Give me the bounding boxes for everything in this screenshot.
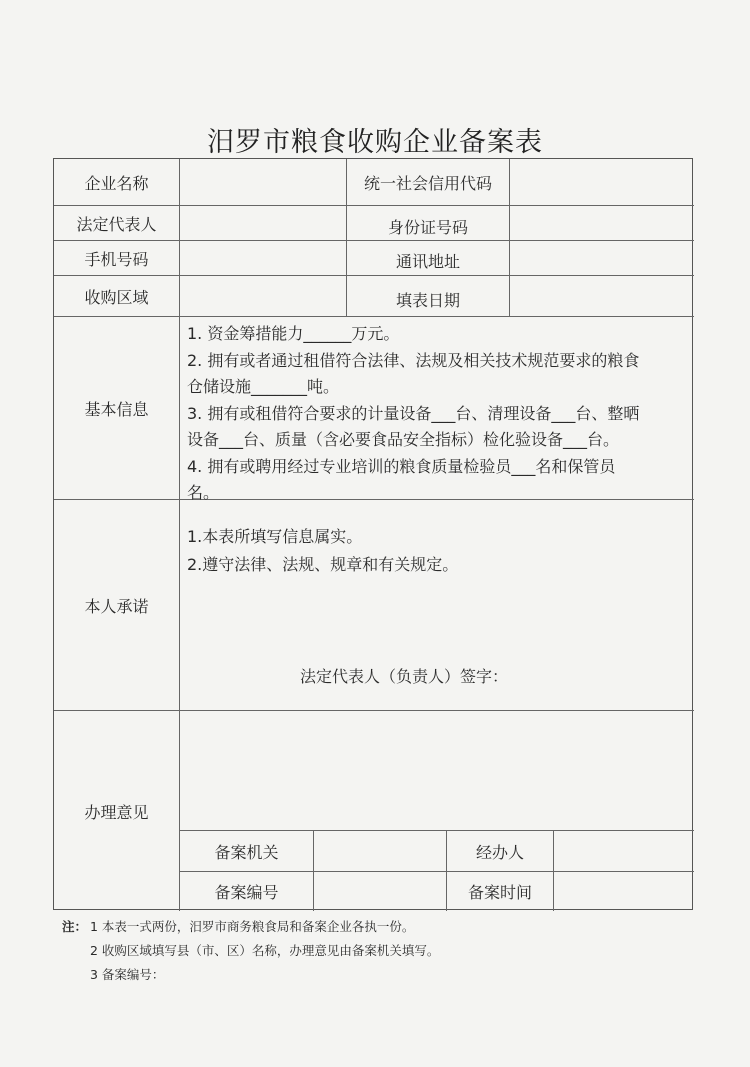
footnote-item: 2 收购区域填写县（市、区）名称，办理意见由备案机关填写。	[90, 943, 440, 958]
footnote-prefix: 注：	[62, 919, 88, 934]
credit-code-field[interactable]	[510, 159, 694, 205]
region-field[interactable]	[180, 276, 346, 316]
signature-label: 法定代表人（负责人）签字：	[300, 667, 509, 686]
footnotes	[62, 915, 722, 987]
handler-label: 经办人	[475, 842, 524, 862]
commitment-line: 2.遵守法律、法规、规章和有关规定。	[187, 555, 459, 574]
basic-info-line: 1. 资金筹措能力______万元。	[187, 324, 400, 343]
basic-info-line: 2. 拥有或者通过租借符合法律、法规及相关技术规范要求的粮食	[187, 350, 640, 370]
form-title: 汨罗市粮食收购企业备案表	[207, 127, 543, 158]
address-field[interactable]	[510, 241, 694, 275]
filing-agency-label: 备案机关	[214, 842, 279, 862]
filing-time-label: 备案时间	[467, 883, 532, 902]
basic-info-text	[187, 321, 692, 507]
filing-form-table	[53, 158, 693, 910]
basic-info-line: 3. 拥有或租借符合要求的计量设备___台、清理设备___台、整晒	[187, 403, 640, 423]
fill-date-label: 填表日期	[395, 290, 460, 310]
handling-opinion-field[interactable]	[180, 711, 694, 830]
footnote-item: 1 本表一式两份，汨罗市商务粮食局和备案企业各执一份。	[90, 919, 415, 934]
filing-number-field[interactable]	[314, 872, 446, 911]
filing-time-field[interactable]	[554, 872, 694, 911]
region-label: 收购区域	[84, 287, 149, 307]
phone-field[interactable]	[180, 241, 346, 275]
basic-info-line: 名。	[187, 483, 220, 502]
id-number-label: 身份证号码	[387, 217, 468, 237]
footnote-row	[62, 915, 722, 939]
commitment-label: 本人承诺	[84, 596, 149, 616]
footnote-item: 3 备案编号：	[90, 967, 165, 982]
company-name-field[interactable]	[180, 159, 346, 205]
basic-info-line: 设备___台、质量（含必要食品安全指标）检化验设备___台。	[187, 430, 620, 449]
company-name-label: 企业名称	[84, 173, 149, 193]
credit-code-label: 统一社会信用代码	[363, 173, 492, 193]
fill-date-field[interactable]	[510, 276, 694, 316]
handler-field[interactable]	[554, 831, 694, 871]
commitment-line: 1.本表所填写信息属实。	[187, 527, 363, 546]
legal-rep-field[interactable]	[180, 206, 346, 240]
commitment-text	[187, 523, 692, 579]
phone-label: 手机号码	[84, 249, 149, 269]
signature-field[interactable]	[529, 654, 689, 694]
address-label: 通讯地址	[395, 251, 460, 271]
handling-label: 办理意见	[84, 802, 149, 822]
basic-info-line: 4. 拥有或聘用经过专业培训的粮食质量检验员___名和保管员	[187, 456, 616, 476]
id-number-field[interactable]	[510, 206, 694, 240]
filing-agency-field[interactable]	[314, 831, 446, 871]
filing-number-label: 备案编号	[214, 883, 279, 902]
basic-info-line: 仓储设施_______吨。	[187, 377, 340, 396]
legal-rep-label: 法定代表人	[76, 214, 157, 234]
basic-info-label: 基本信息	[84, 399, 149, 419]
